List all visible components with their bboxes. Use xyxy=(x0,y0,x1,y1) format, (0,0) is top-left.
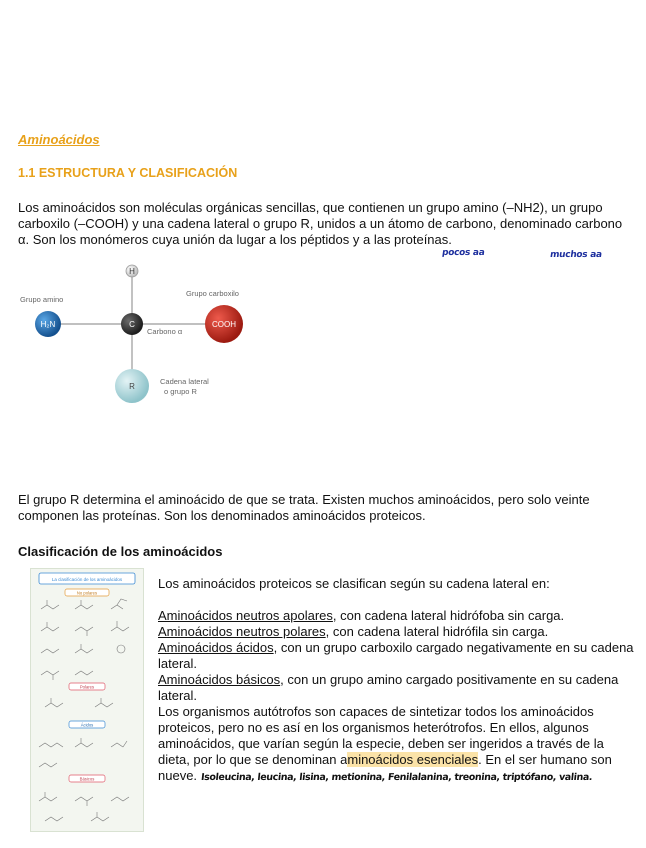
carboxyl-group-symbol: COOH xyxy=(212,320,236,329)
desc-neutral-apolar: , con cadena lateral hidrófoba sin carga. xyxy=(332,608,565,623)
desc-basic: , con un grupo amino cargado positivamente en su cadena lateral. xyxy=(158,672,619,703)
amino-group-symbol: H₂N xyxy=(40,320,56,329)
term-basic: Aminoácidos básicos xyxy=(158,672,281,687)
handwritten-note-few: pocos aa xyxy=(441,248,486,258)
classification-figure xyxy=(30,568,144,832)
class-item-acidic xyxy=(158,640,634,672)
classification-heading: Clasificación de los aminoácidos xyxy=(18,544,223,559)
label-alpha-carbon: Carbono α xyxy=(147,327,183,336)
amino-acid-structure-diagram xyxy=(14,262,254,412)
r-group-symbol: R xyxy=(129,382,135,391)
desc-acidic: , con un grupo carboxilo cargado negativamente en su cadena lateral. xyxy=(158,640,634,671)
class-item-neutral-apolar xyxy=(158,608,634,624)
class-item-neutral-polar xyxy=(158,624,634,640)
hydrogen-symbol: H xyxy=(129,267,135,276)
intro-paragraph: Los aminoácidos son moléculas orgánicas sencillas, que contienen un grupo amino (–NH2), un grupo carboxilo (–COOH) y una cadena lateral o grupo R, unidos a un átomo de carbono, denominado carbono α. Son los monómeros cuya unión da lugar a los péptidos y a las proteínas. xyxy=(18,200,623,247)
classification-text xyxy=(158,576,634,786)
thumbnail-section-basic: Básicos xyxy=(79,776,95,782)
handwritten-essential-list: Isoleucina, leucina, lisina, metionina, Fenilalanina, treonina, triptófano, valina. xyxy=(200,772,593,783)
highlight-essential: minoácidos esenciales xyxy=(347,752,479,767)
classification-chart-thumbnail xyxy=(31,569,143,831)
classification-intro: Los aminoácidos proteicos se clasifican según su cadena lateral en: xyxy=(158,576,550,591)
desc-neutral-polar: , con cadena lateral hidrófila sin carga. xyxy=(325,624,549,639)
thumbnail-section-nonpolar: No polares xyxy=(76,590,98,596)
class-item-basic xyxy=(158,672,634,704)
term-acidic: Aminoácidos ácidos xyxy=(158,640,274,655)
r-group-paragraph: El grupo R determina el aminoácido de que se trata. Existen muchos aminoácidos, pero solo veinte componen las proteínas. Son los denominados aminoácidos proteicos. xyxy=(18,492,590,523)
essential-amino-acids-paragraph xyxy=(158,704,634,786)
label-amino-group: Grupo amino xyxy=(20,295,64,304)
thumbnail-header: La clasificación de los aminoácidos xyxy=(51,577,123,582)
term-neutral-apolar: Aminoácidos neutros apolares xyxy=(158,608,333,623)
document-title[interactable]: Aminoácidos xyxy=(18,132,100,147)
label-carboxyl-group: Grupo carboxilo xyxy=(186,289,239,298)
term-neutral-polar: Aminoácidos neutros polares xyxy=(158,624,326,639)
section-heading: 1.1 ESTRUCTURA Y CLASIFICACIÓN xyxy=(18,166,238,180)
label-r-group: o grupo R xyxy=(164,387,197,396)
closing-text: Los organismos autótrofos son capaces de sintetizar todos los aminoácidos proteicos, pero no es así en los organismos heterótrofos. En ellos, algunos aminoácidos, que varían según la especie, deben ser ingeridos a través de la dieta, por lo que se denominan a xyxy=(158,704,604,767)
closing-text-end: . En el ser humano son nueve. xyxy=(158,752,612,783)
thumbnail-section-acidic: Ácidos xyxy=(80,722,94,728)
label-side-chain: Cadena lateral xyxy=(160,377,209,386)
thumbnail-section-polar: Polares xyxy=(79,684,95,690)
handwritten-note-many: muchos aa xyxy=(549,250,603,260)
alpha-carbon-symbol: C xyxy=(129,320,135,329)
